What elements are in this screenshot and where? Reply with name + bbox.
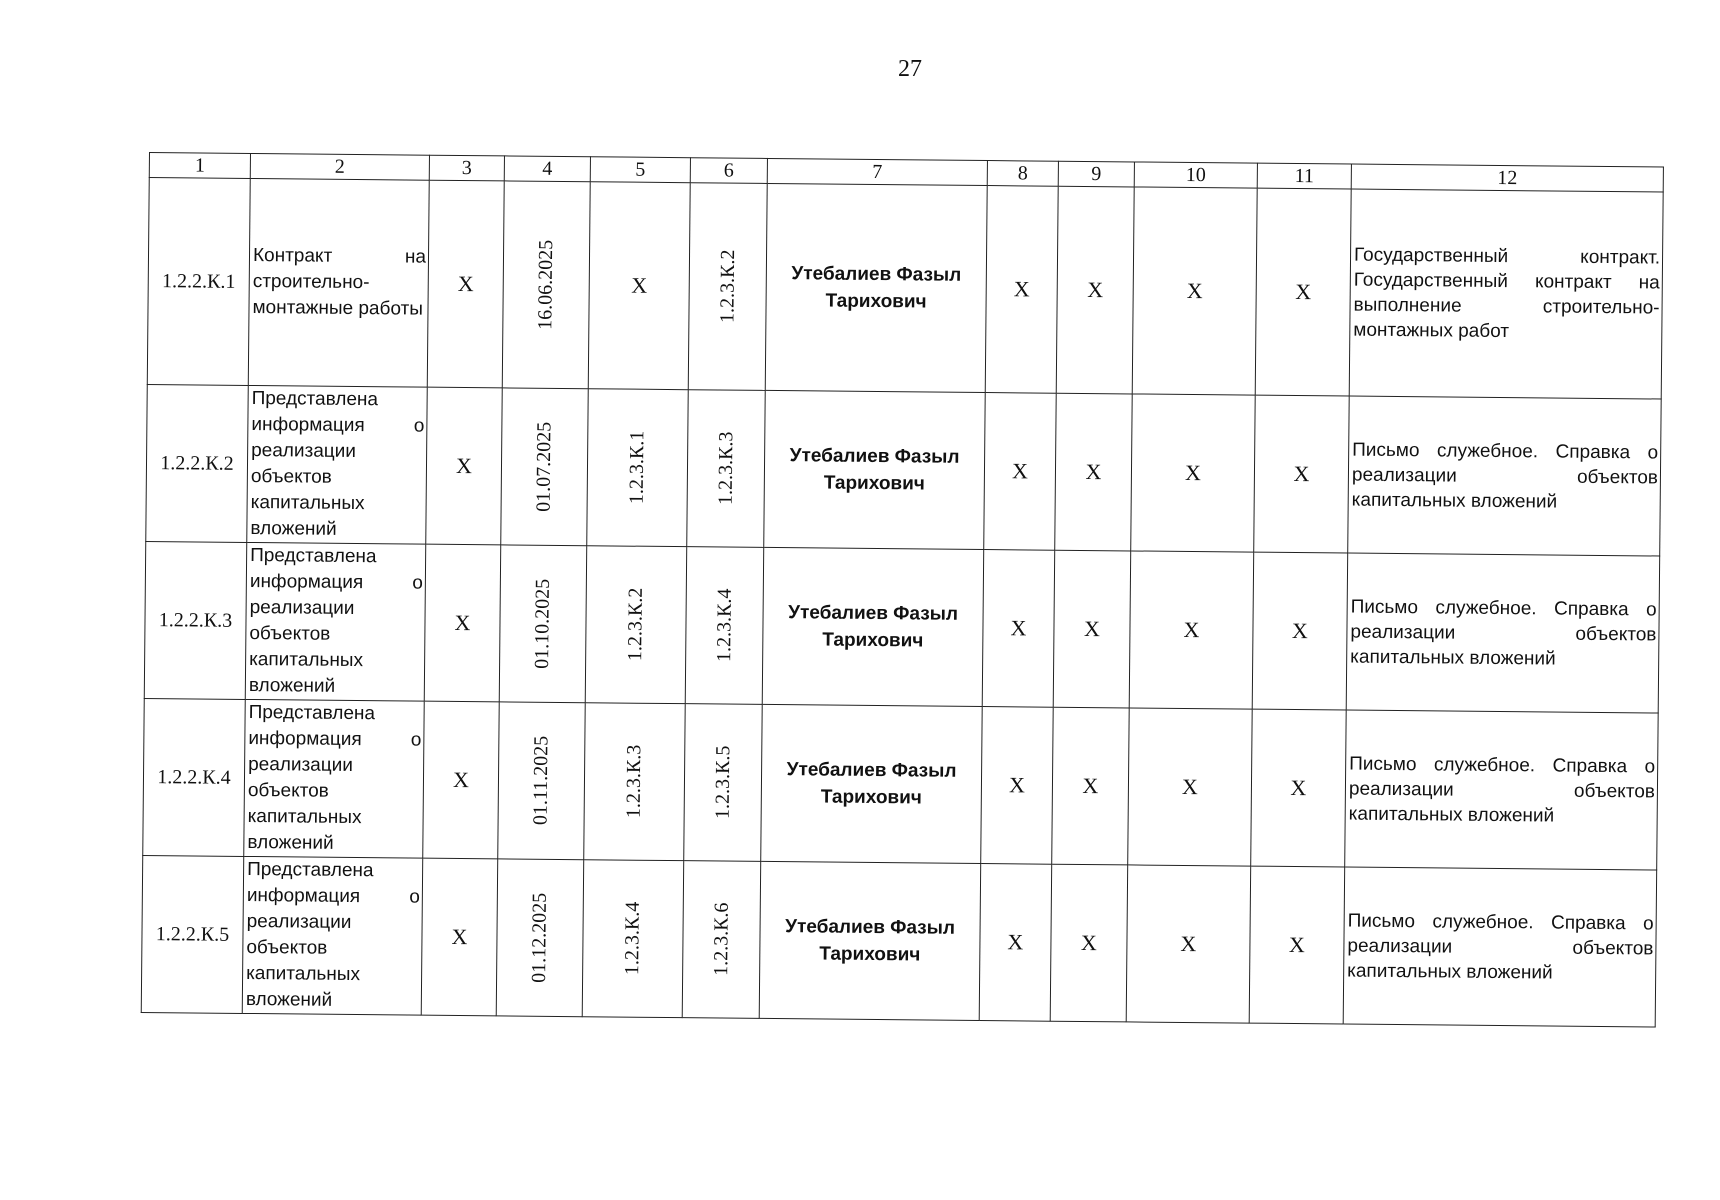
responsible-person-cell: Утебалиев Фазыл Тарихович bbox=[759, 861, 980, 1020]
column-9-cell: X bbox=[1052, 707, 1130, 865]
column-5-text: 1.2.3.К.1 bbox=[625, 430, 649, 505]
responsible-person-cell: Утебалиев Фазыл Тарихович bbox=[761, 704, 982, 863]
column-header: 11 bbox=[1257, 163, 1351, 189]
column-11-cell: X bbox=[1251, 709, 1347, 867]
column-header: 12 bbox=[1351, 164, 1663, 192]
row-id-cell: 1.2.2.К.4 bbox=[143, 698, 246, 856]
column-5-cell: X bbox=[588, 182, 690, 390]
column-6-cell bbox=[687, 390, 766, 548]
column-header: 3 bbox=[429, 155, 504, 181]
responsible-person-cell: Утебалиев Фазыл Тарихович bbox=[764, 390, 985, 549]
date-text: 01.10.2025 bbox=[531, 578, 554, 669]
column-header: 4 bbox=[504, 156, 590, 182]
column-5-text: 1.2.3.К.2 bbox=[624, 587, 647, 662]
column-6-cell bbox=[682, 861, 761, 1019]
table-row bbox=[147, 178, 1663, 400]
document-type-cell: Письмо служебное. Справка о реализации объектов капитальных вложений bbox=[1348, 396, 1661, 556]
document-type-cell: Письмо служебное. Справка о реализации объектов капитальных вложений bbox=[1346, 553, 1659, 713]
date-cell bbox=[498, 702, 586, 860]
description-cell: Контракт на строительно-монтажные работы bbox=[248, 178, 429, 387]
column-6-text: 1.2.3.К.3 bbox=[714, 431, 737, 506]
column-9-cell: X bbox=[1053, 550, 1131, 708]
column-10-cell: X bbox=[1126, 865, 1251, 1023]
responsible-person-cell: Утебалиев Фазыл Тарихович bbox=[765, 183, 987, 392]
column-9-cell: X bbox=[1056, 186, 1134, 394]
date-cell bbox=[501, 388, 589, 546]
row-id-cell: 1.2.2.К.2 bbox=[146, 384, 249, 542]
column-3-cell: X bbox=[427, 180, 504, 388]
row-id-cell: 1.2.2.К.5 bbox=[141, 855, 244, 1013]
column-header: 7 bbox=[767, 158, 987, 185]
column-10-cell: X bbox=[1131, 394, 1256, 552]
column-8-cell: X bbox=[984, 393, 1057, 551]
column-8-cell: X bbox=[979, 864, 1052, 1022]
table-row bbox=[144, 541, 1659, 713]
column-10-cell: X bbox=[1129, 551, 1254, 709]
date-text: 01.07.2025 bbox=[532, 421, 556, 512]
date-text: 16.06.2025 bbox=[534, 239, 558, 330]
column-11-cell: X bbox=[1255, 188, 1351, 396]
column-5-text: 1.2.3.К.4 bbox=[621, 901, 644, 976]
document-table bbox=[141, 152, 1664, 1028]
table-row bbox=[143, 698, 1658, 870]
column-5-cell bbox=[587, 389, 689, 547]
column-6-cell bbox=[688, 183, 767, 391]
column-11-cell: X bbox=[1249, 866, 1345, 1024]
column-6-cell bbox=[684, 704, 763, 862]
column-header: 8 bbox=[987, 161, 1058, 187]
column-11-cell: X bbox=[1252, 552, 1348, 710]
column-6-text: 1.2.3.К.6 bbox=[709, 902, 733, 977]
description-cell: Представлена информация о реализации объектов капитальных вложений bbox=[244, 699, 424, 858]
column-6-text: 1.2.3.К.4 bbox=[712, 588, 736, 663]
column-5-cell bbox=[585, 546, 687, 704]
date-text: 01.12.2025 bbox=[528, 892, 551, 983]
column-3-cell: X bbox=[424, 544, 501, 702]
column-3-cell: X bbox=[423, 701, 500, 859]
column-header: 1 bbox=[149, 153, 250, 179]
description-cell: Представлена информация о реализации объектов капитальных вложений bbox=[245, 542, 425, 701]
column-8-cell: X bbox=[981, 707, 1054, 865]
row-id-cell: 1.2.2.К.3 bbox=[144, 541, 247, 699]
date-cell bbox=[499, 545, 587, 703]
responsible-person-cell: Утебалиев Фазыл Тарихович bbox=[762, 547, 983, 706]
column-9-cell: X bbox=[1055, 393, 1133, 551]
document-type-cell: Письмо служебное. Справка о реализации объектов капитальных вложений bbox=[1343, 867, 1656, 1027]
column-header: 2 bbox=[250, 153, 429, 180]
column-6-text: 1.2.3.К.5 bbox=[711, 745, 734, 820]
table-row bbox=[141, 855, 1656, 1027]
column-3-cell: X bbox=[421, 858, 498, 1016]
column-header: 10 bbox=[1134, 162, 1257, 188]
date-cell bbox=[502, 181, 590, 389]
column-5-cell bbox=[582, 860, 684, 1018]
column-10-cell: X bbox=[1128, 708, 1253, 866]
description-cell: Представлена информация о реализации объектов капитальных вложений bbox=[247, 385, 427, 544]
column-8-cell: X bbox=[982, 550, 1055, 708]
column-9-cell: X bbox=[1050, 864, 1128, 1022]
page-number: 27 bbox=[898, 56, 922, 82]
column-6-text: 1.2.3.К.2 bbox=[715, 249, 739, 324]
document-type-cell: Письмо служебное. Справка о реализации объектов капитальных вложений bbox=[1345, 710, 1658, 870]
description-cell: Представлена информация о реализации объектов капитальных вложений bbox=[242, 856, 422, 1015]
date-text: 01.11.2025 bbox=[529, 736, 553, 826]
document-type-cell: Государственный контракт. Государственный контракт на выполнение строительно-монтажных работ bbox=[1349, 189, 1663, 399]
column-5-cell bbox=[584, 703, 686, 861]
date-cell bbox=[496, 859, 584, 1017]
table-row bbox=[146, 384, 1661, 556]
column-header: 9 bbox=[1058, 161, 1134, 187]
column-6-cell bbox=[685, 547, 764, 705]
column-3-cell: X bbox=[426, 387, 503, 545]
column-5-text: 1.2.3.К.3 bbox=[622, 744, 646, 819]
column-10-cell: X bbox=[1132, 187, 1257, 395]
column-8-cell: X bbox=[985, 186, 1058, 394]
column-header: 5 bbox=[590, 157, 690, 183]
column-11-cell: X bbox=[1254, 395, 1350, 553]
column-header: 6 bbox=[690, 158, 767, 184]
row-id-cell: 1.2.2.К.1 bbox=[147, 178, 250, 386]
